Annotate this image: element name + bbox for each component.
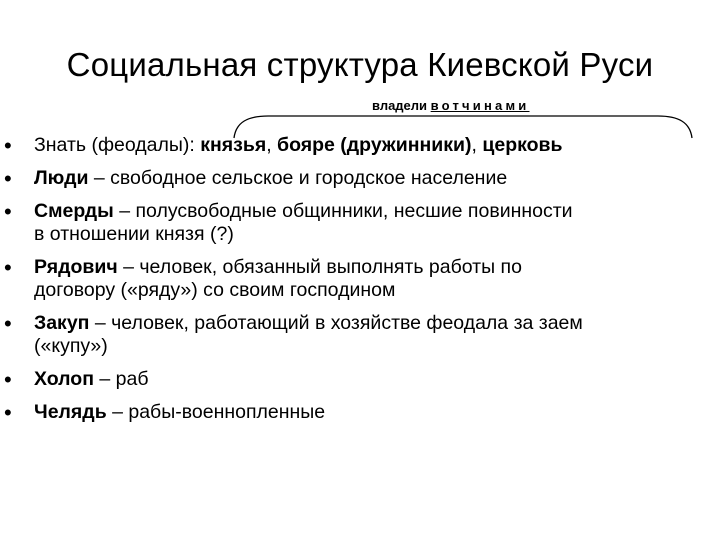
annotation-prefix: владели [372,98,431,113]
item-term: Закуп [34,312,90,334]
list-item-nobility: • Знать (феодалы): князья, бояре (дружинники), церковь [4,133,563,158]
item-term: Знать (феодалы): [34,134,201,156]
item-definition: – полусвободные общинники, несшие повинности [113,200,573,222]
bullet-icon: • [4,400,12,425]
item-definition-cont: договору («ряду») со своим господином [34,279,396,301]
item-term: Люди [34,167,89,189]
bullet-icon: • [4,199,12,224]
list-item-chelyad [0,401,720,424]
item-term: Челядь [34,401,107,423]
item-definition: – человек, обязанный выполнять работы по [117,256,522,278]
nobility-church: церковь [482,134,563,156]
slide-title: Социальная структура Киевской Руси [66,46,654,83]
bullet-icon: • [4,255,12,280]
list-item-lyudi [0,167,720,190]
bullet-icon: • [4,311,12,336]
votchina-annotation [372,98,530,113]
nobility-princes: князья [200,134,267,156]
item-definition: – рабы-военнопленные [106,401,326,423]
bullet-icon: • [4,367,12,392]
item-definition: – раб [94,368,149,390]
list-item-smerdy [0,200,720,246]
social-structure-list [0,134,720,434]
list-item-ryadovich [0,256,720,302]
nobility-boyars: бояре (дружинники) [277,134,472,156]
item-definition: – свободное сельское и городское население [88,167,508,189]
item-term: Смерды [34,200,114,222]
annotation-votchina-word: вотчинами [430,98,530,113]
item-definition-cont: в отношении князя (?) [34,223,234,245]
item-term: Рядович [34,256,118,278]
item-definition-cont: («купу») [34,335,108,357]
item-term: Холоп [34,368,94,390]
item-definition: – человек, работающий в хозяйстве феодала за заем [89,312,583,334]
list-item-zakup [0,312,720,358]
bullet-icon: • [4,166,12,191]
bullet-icon: • [4,133,12,158]
list-item-kholop [0,368,720,391]
